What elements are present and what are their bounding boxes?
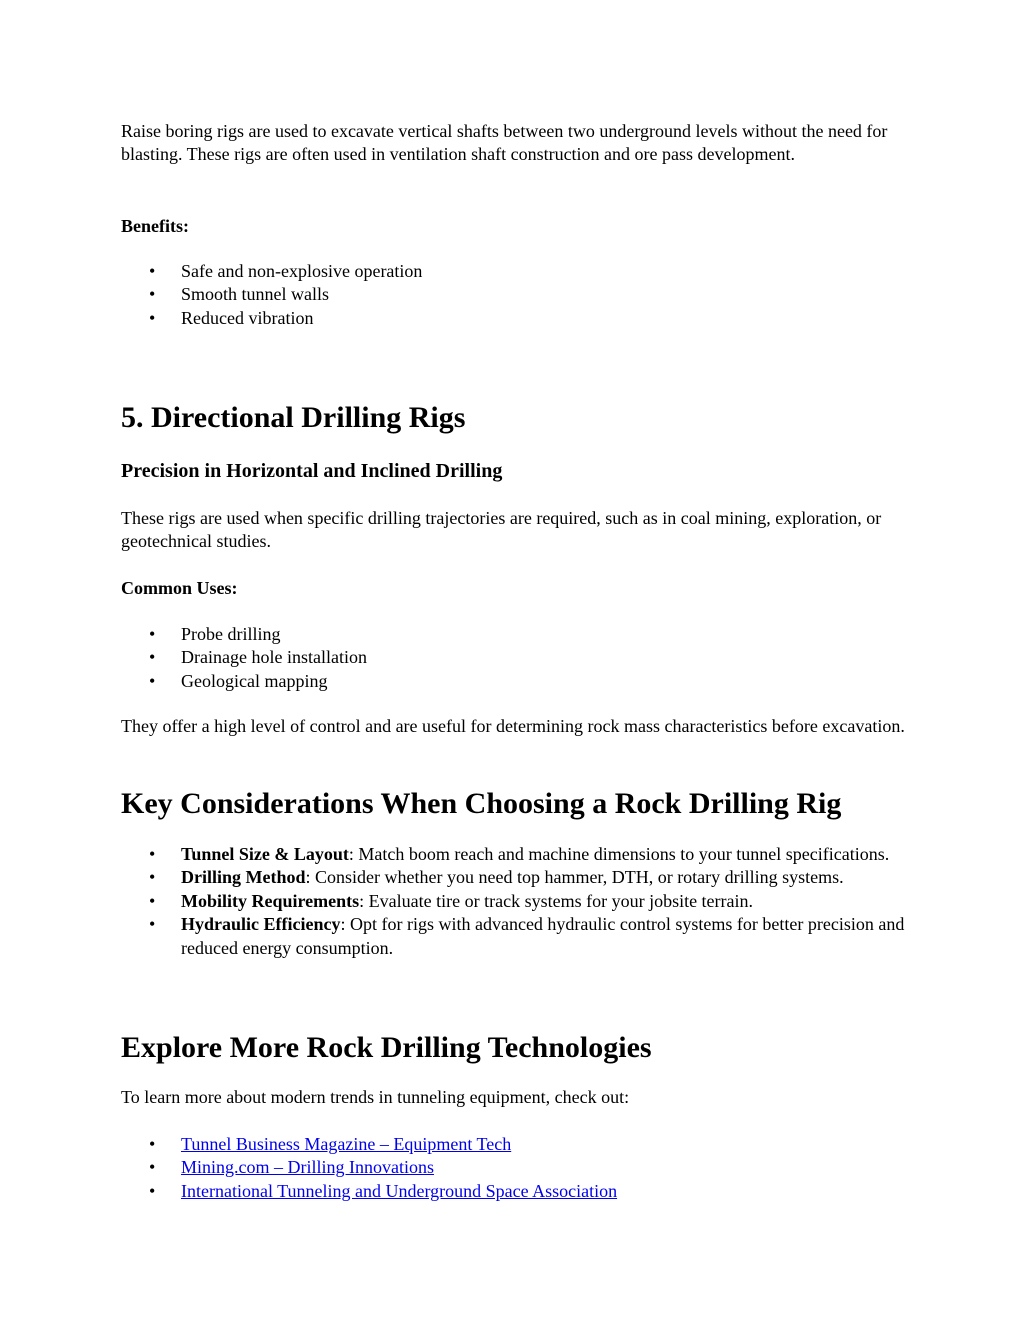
bullet-icon: • bbox=[149, 647, 156, 668]
list-item bbox=[121, 1180, 911, 1203]
benefits-list bbox=[121, 260, 911, 330]
bullet-icon: • bbox=[149, 1134, 156, 1154]
consideration-term: Tunnel Size & Layout bbox=[181, 844, 349, 864]
list-item: • Safe and non-explosive operation bbox=[121, 260, 911, 283]
list-item: • Drainage hole installation bbox=[121, 646, 911, 669]
list-item bbox=[121, 913, 911, 960]
bullet-icon: • bbox=[149, 670, 156, 691]
bullet-icon: • bbox=[149, 307, 156, 328]
directional-heading: 5. Directional Drilling Rigs bbox=[121, 401, 466, 434]
link-tunnel-business-magazine[interactable]: Tunnel Business Magazine – Equipment Tech bbox=[181, 1134, 512, 1154]
consideration-desc: : Match boom reach and machine dimensions to your tunnel specifications. bbox=[348, 844, 890, 864]
list-item bbox=[121, 1156, 911, 1179]
directional-closing-paragraph: They offer a high level of control and are useful for determining rock mass characteristics before excavation. bbox=[121, 716, 905, 736]
consideration-desc: : Opt for rigs with advanced hydraulic control systems for better precision and reduced energy consumption. bbox=[181, 914, 905, 958]
link-ita-aites[interactable]: International Tunneling and Underground Space Association bbox=[181, 1180, 618, 1201]
uses-list bbox=[121, 623, 911, 693]
directional-paragraph: These rigs are used when specific drilling trajectories are required, such as in coal mining, exploration, or geotechnical studies. bbox=[121, 508, 882, 552]
list-item: • Reduced vibration bbox=[121, 307, 911, 330]
bullet-icon: • bbox=[149, 1157, 156, 1178]
list-item bbox=[121, 890, 911, 913]
consideration-term: Mobility Requirements bbox=[181, 890, 360, 911]
consideration-desc: : Consider whether you need top hammer, DTH, or rotary drilling systems. bbox=[305, 867, 844, 888]
link-mining-com[interactable]: Mining.com – Drilling Innovations bbox=[181, 1157, 434, 1178]
intro-paragraph: Raise boring rigs are used to excavate vertical shafts between two underground levels without the need for blasting. These rigs are often used in ventilation shaft construction and ore pass development. bbox=[121, 121, 888, 165]
common-uses-label: Common Uses: bbox=[121, 578, 238, 598]
explore-paragraph: To learn more about modern trends in tunneling equipment, check out: bbox=[121, 1087, 630, 1107]
consideration-term: Drilling Method bbox=[181, 867, 306, 888]
considerations-heading: Key Considerations When Choosing a Rock Drilling Rig bbox=[121, 787, 842, 820]
list-item: • Geological mapping bbox=[121, 670, 911, 693]
links-list bbox=[121, 1133, 911, 1203]
explore-heading: Explore More Rock Drilling Technologies bbox=[121, 1031, 652, 1064]
list-item bbox=[121, 866, 911, 889]
bullet-icon: • bbox=[149, 284, 156, 305]
directional-subheading: Precision in Horizontal and Inclined Drilling bbox=[121, 460, 503, 482]
consideration-desc: : Evaluate tire or track systems for your jobsite terrain. bbox=[359, 890, 754, 911]
list-item bbox=[121, 1133, 911, 1156]
bullet-icon: • bbox=[149, 624, 156, 644]
list-item: • Smooth tunnel walls bbox=[121, 283, 911, 306]
consideration-term: Hydraulic Efficiency bbox=[181, 914, 341, 935]
bullet-icon: • bbox=[149, 261, 156, 281]
bullet-icon: • bbox=[149, 844, 156, 864]
bullet-icon: • bbox=[149, 890, 156, 911]
considerations-list bbox=[121, 843, 911, 960]
bullet-icon: • bbox=[149, 914, 156, 935]
list-item bbox=[121, 843, 911, 866]
bullet-icon: • bbox=[149, 1180, 156, 1201]
bullet-icon: • bbox=[149, 867, 156, 888]
benefits-label: Benefits: bbox=[121, 216, 189, 236]
list-item: • Probe drilling bbox=[121, 623, 911, 646]
